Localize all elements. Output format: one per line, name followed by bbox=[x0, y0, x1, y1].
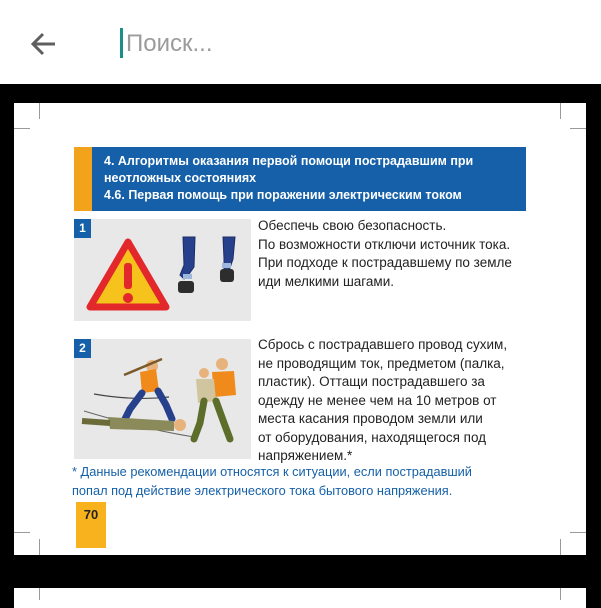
page-number: 70 bbox=[76, 502, 106, 548]
step-text-line: При подходе к пострадавшему по земле bbox=[258, 255, 512, 270]
step-1-drawing bbox=[74, 219, 251, 321]
step-number: 1 bbox=[74, 219, 91, 238]
rescuer-dragging bbox=[194, 358, 236, 439]
crop-mark bbox=[560, 539, 561, 555]
step-1-illustration bbox=[74, 219, 251, 321]
section-subtitle: 4.6. Первая помощь при поражении электрическим током bbox=[104, 188, 462, 202]
step-text-line: По возможности отключи источник тока. bbox=[258, 236, 511, 252]
arrow-left-icon bbox=[24, 24, 64, 64]
step-text-line: не проводящим ток, предметом (палка, bbox=[258, 355, 505, 371]
step-text-line: одежду не менее чем на 10 метров от bbox=[258, 392, 497, 408]
search-input[interactable] bbox=[126, 24, 546, 64]
crop-mark bbox=[570, 532, 586, 533]
step-text-line: иди мелкими шагами. bbox=[258, 273, 394, 289]
crop-mark bbox=[14, 532, 30, 533]
top-app-bar bbox=[0, 0, 601, 84]
warning-triangle-icon bbox=[90, 242, 166, 307]
crop-mark bbox=[560, 588, 561, 600]
step-text-line: Обеспечь свою безопасность. bbox=[258, 218, 447, 233]
back-button[interactable] bbox=[24, 24, 64, 64]
step-number: 2 bbox=[74, 339, 91, 358]
crop-mark bbox=[14, 128, 30, 129]
section-title bbox=[104, 153, 518, 204]
crop-mark bbox=[570, 128, 586, 129]
footnote-line: * Данные рекомендации относятся к ситуации, если пострадавший bbox=[72, 464, 472, 479]
section-header bbox=[74, 147, 526, 211]
text-cursor bbox=[120, 28, 123, 58]
footnote-line: попал под действие электрического тока бытового напряжения. bbox=[72, 483, 453, 498]
search-field[interactable] bbox=[118, 24, 558, 64]
shoe bbox=[178, 281, 194, 293]
step-2-text bbox=[258, 336, 528, 466]
crop-mark bbox=[39, 588, 40, 600]
next-document-page[interactable] bbox=[14, 588, 586, 608]
crop-mark bbox=[39, 103, 40, 119]
header-accent-bar bbox=[74, 147, 92, 211]
section-title-line: неотложных состояниях bbox=[104, 171, 257, 185]
shoe bbox=[220, 269, 234, 282]
crop-mark bbox=[560, 103, 561, 119]
step-2-drawing bbox=[74, 339, 251, 459]
document-page[interactable] bbox=[14, 103, 586, 555]
step-text-line: места касания проводом земли или bbox=[258, 411, 483, 426]
footnote bbox=[72, 462, 542, 500]
section-title-line: 4. Алгоритмы оказания первой помощи пострадавшим при bbox=[104, 154, 474, 168]
step-text-line: от оборудования, находящегося под bbox=[258, 429, 487, 445]
step-2-illustration bbox=[74, 339, 251, 459]
step-1-text bbox=[258, 217, 528, 291]
step-text-line: напряжением.* bbox=[258, 448, 353, 463]
rescuer-with-stick bbox=[124, 359, 172, 421]
crop-mark bbox=[39, 539, 40, 555]
step-text-line: пластик). Оттащи пострадавшего за bbox=[258, 374, 485, 389]
step-text-line: Сбрось с пострадавшего провод сухим, bbox=[258, 337, 508, 352]
